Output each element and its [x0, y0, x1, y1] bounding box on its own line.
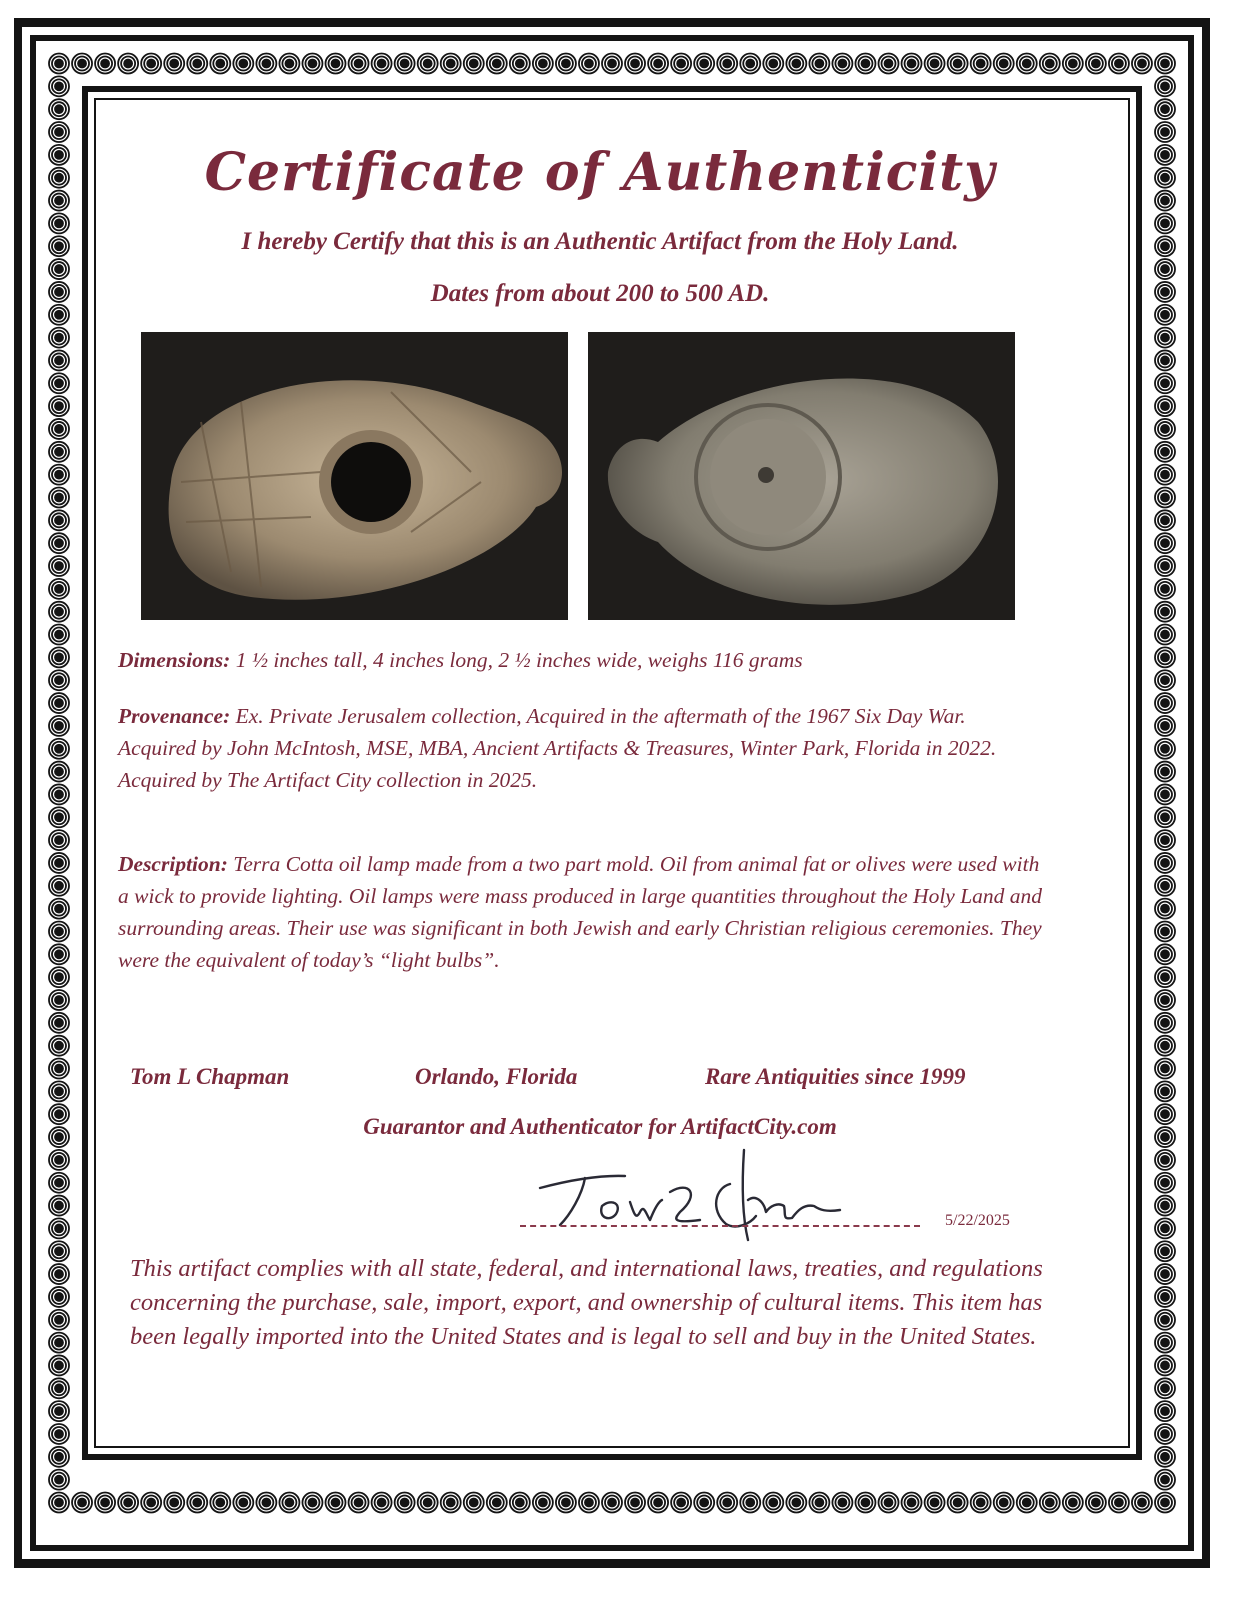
signer-location: Orlando, Florida	[415, 1064, 578, 1089]
dimensions-label: Dimensions:	[118, 648, 231, 672]
provenance-label: Provenance:	[118, 704, 231, 728]
certify-statement: I hereby Certify that this is an Authentic Artifact from the Holy Land.	[241, 228, 959, 255]
signature-line	[520, 1225, 920, 1227]
signer-name: Tom L Chapman	[130, 1064, 290, 1089]
provenance-value: Ex. Private Jerusalem collection, Acquired in the aftermath of the 1967 Six Day War. Acquired by John McIntosh, MSE, MBA, Ancient Artifacts & Treasures, Winter Park, Florida in 2022. Acquired by The Artifact City collection in 2025.	[118, 704, 997, 792]
business-since: Rare Antiquities since 1999	[705, 1064, 966, 1089]
date-range: Dates from about 200 to 500 AD.	[430, 280, 770, 307]
certificate-title: Certificate of Authenticity	[204, 142, 996, 203]
legal-compliance-text: This artifact complies with all state, federal, and international laws, treaties, and regulations concerning the purchase, sale, import, export, and ownership of cultural items. This item has been legally imported into the United States and is legal to sell and buy in the United States.	[130, 1255, 1043, 1350]
certificate-body	[100, 100, 1100, 1445]
dimensions-value: 1 ½ inches tall, 4 inches long, 2 ½ inches wide, weighs 116 grams	[230, 648, 803, 672]
signature-date: 5/22/2025	[945, 1212, 1010, 1229]
handwritten-signature	[530, 1140, 850, 1250]
artifact-photo-bottom	[588, 332, 1015, 620]
description-text	[118, 848, 1048, 976]
artifact-photo-top	[141, 332, 568, 620]
guarantor-line: Guarantor and Authenticator for ArtifactCity.com	[363, 1114, 837, 1139]
description-value: Terra Cotta oil lamp made from a two part mold. Oil from animal fat or olives were used with a wick to provide lighting. Oil lamps were mass produced in large quantities throughout the Holy Land and surrounding areas. Their use was significant in both Jewish and early Christian religious ceremonies. They were the equivalent of today’s “light bulbs”.	[118, 852, 1043, 972]
provenance-text	[118, 700, 1048, 796]
description-label: Description:	[118, 852, 228, 876]
dimensions-text	[118, 644, 1048, 676]
